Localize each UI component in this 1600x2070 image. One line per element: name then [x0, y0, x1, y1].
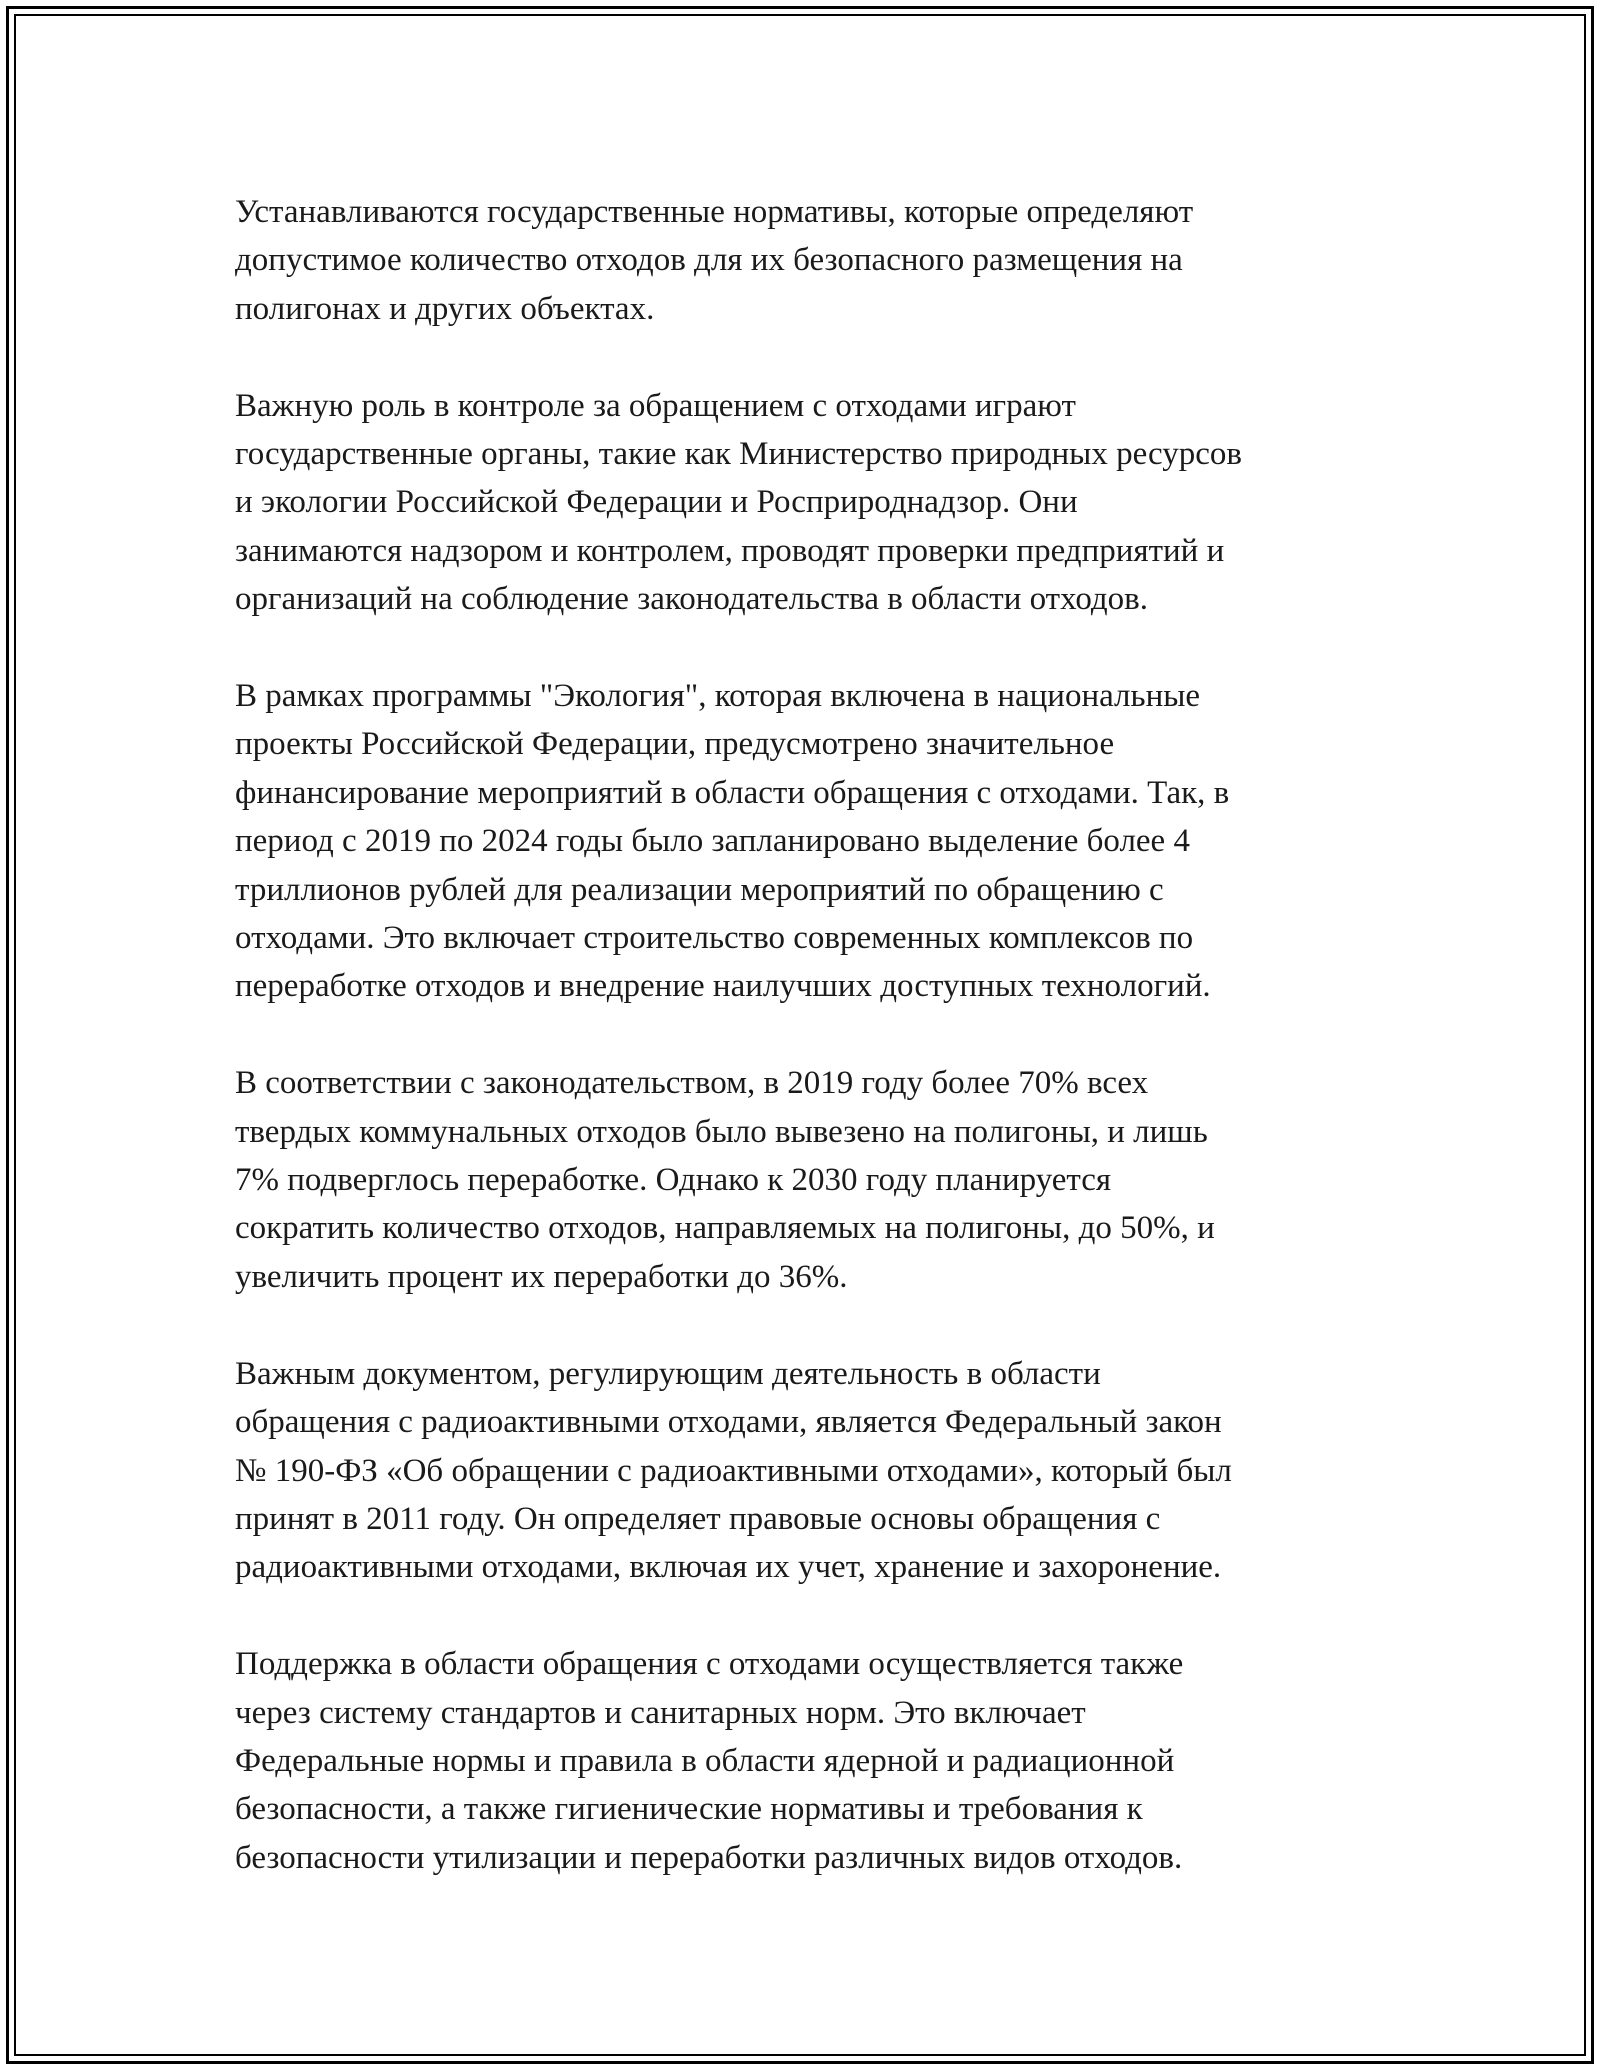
document-body: [235, 188, 1395, 1882]
text-line: организаций на соблюдение законодательства в области отходов.: [235, 581, 1149, 618]
text-line: и экологии Российской Федерации и Росприроднадзор. Они: [235, 484, 1078, 521]
text-line: финансирование мероприятий в области обращения с отходами. Так, в: [235, 774, 1230, 811]
paragraph-4: [235, 1059, 1395, 1301]
text-line: занимаются надзором и контролем, проводят проверки предприятий и: [235, 532, 1225, 569]
text-line: В соответствии с законодательством, в 2019 году более 70% всех: [235, 1065, 1149, 1102]
text-line: через систему стандартов и санитарных норм. Это включает: [235, 1694, 1086, 1731]
text-line: отходами. Это включает строительство современных комплексов по: [235, 920, 1194, 957]
text-line: сократить количество отходов, направляемых на полигоны, до 50%, и: [235, 1210, 1215, 1247]
text-line: Поддержка в области обращения с отходами осуществляется также: [235, 1646, 1184, 1683]
text-line: Устанавливаются государственные нормативы, которые определяют: [235, 194, 1194, 230]
text-line: Важным документом, регулирующим деятельность в области: [235, 1355, 1101, 1392]
text-line: государственные органы, такие как Министерство природных ресурсов: [235, 436, 1242, 473]
text-line: радиоактивными отходами, включая их учет, хранение и захоронение.: [235, 1549, 1222, 1586]
text-line: 7% подверглось переработке. Однако к 2030 году планируется: [235, 1162, 1112, 1199]
text-line: период с 2019 по 2024 годы было запланировано выделение более 4: [235, 823, 1190, 860]
paragraph-2: [235, 382, 1395, 624]
text-line: полигонах и других объектах.: [235, 290, 655, 327]
text-line: обращения с радиоактивными отходами, является Федеральный закон: [235, 1404, 1222, 1441]
paragraph-1: [235, 188, 1395, 333]
text-line: № 190-ФЗ «Об обращении с радиоактивными отходами», который был: [235, 1452, 1232, 1489]
paragraph-6: [235, 1640, 1395, 1882]
text-line: принят в 2011 году. Он определяет правовые основы обращения с: [235, 1500, 1161, 1537]
text-line: допустимое количество отходов для их безопасного размещения на: [235, 242, 1183, 279]
text-line: увеличить процент их переработки до 36%.: [235, 1258, 848, 1295]
text-line: В рамках программы "Экология", которая включена в национальные: [235, 678, 1201, 715]
text-line: безопасности утилизации и переработки различных видов отходов.: [235, 1839, 1183, 1876]
text-line: переработке отходов и внедрение наилучших доступных технологий.: [235, 968, 1211, 1005]
text-line: твердых коммунальных отходов было вывезено на полигоны, и лишь: [235, 1113, 1208, 1150]
paragraph-5: [235, 1350, 1395, 1592]
text-line: триллионов рублей для реализации мероприятий по обращению с: [235, 871, 1164, 908]
text-line: проекты Российской Федерации, предусмотрено значительное: [235, 726, 1115, 763]
text-line: Федеральные нормы и правила в области ядерной и радиационной: [235, 1742, 1175, 1779]
text-line: Важную роль в контроле за обращением с отходами играют: [235, 387, 1076, 424]
text-line: безопасности, а также гигиенические нормативы и требования к: [235, 1791, 1143, 1828]
paragraph-3: [235, 672, 1395, 1011]
